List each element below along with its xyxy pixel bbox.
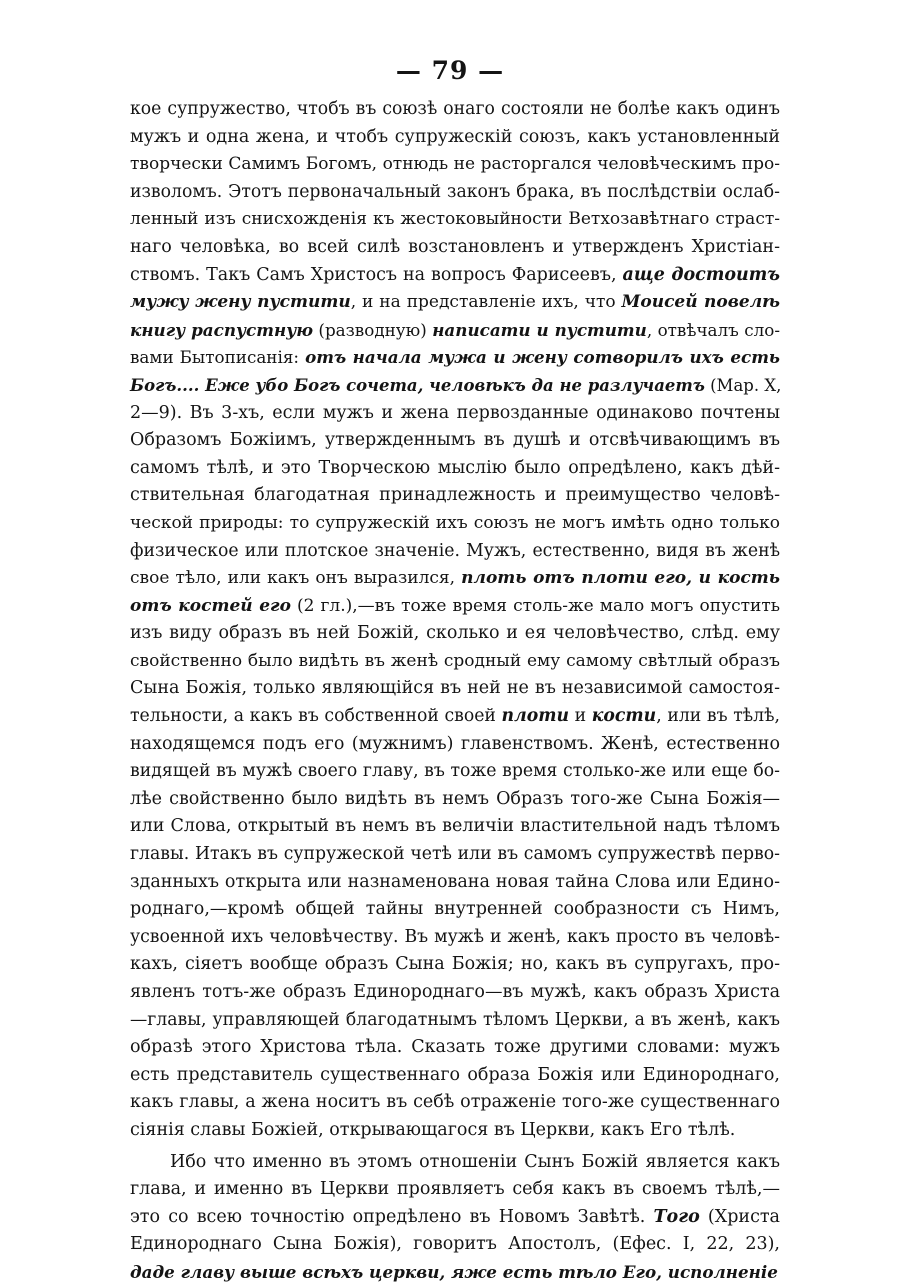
text-line xyxy=(130,896,780,924)
text-line xyxy=(130,786,780,814)
text-line xyxy=(130,703,780,731)
text-segment: усвоенной ихъ человѣчеству. Въ мужѣ и женѣ, какъ просто въ человѣ- xyxy=(130,926,780,947)
emphasized-text: кости xyxy=(591,706,657,727)
text-line xyxy=(130,924,780,952)
text-segment: (разводную) xyxy=(313,319,433,340)
text-line xyxy=(130,400,780,428)
text-segment: (Христа xyxy=(699,1206,780,1227)
text-segment: Сына Божія, только являющійся въ ней не въ независимой самостоя- xyxy=(130,678,780,699)
text-segment: , или въ тѣлѣ, xyxy=(656,706,780,727)
text-line xyxy=(130,1231,780,1259)
text-line xyxy=(130,1089,780,1117)
text-segment: (Мар. X, xyxy=(704,375,782,395)
text-segment: Образомъ Божіимъ, утвержденнымъ въ душѣ и отсвѣчивающимъ въ xyxy=(130,430,780,451)
text-line xyxy=(130,1007,780,1035)
emphasized-text: книгу распустную xyxy=(130,319,313,340)
emphasized-text: написати и пустити xyxy=(432,319,647,340)
text-segment: ствительная благодатная принадлежность и преимущество человѣ- xyxy=(130,485,780,506)
text-line xyxy=(130,317,780,345)
text-line xyxy=(130,675,780,703)
emphasized-text: даде главу выше всѣхъ церкви, яже есть тѣло Его, исполненіе xyxy=(130,1261,778,1282)
text-line xyxy=(130,455,780,483)
text-segment: физическое или плотское значеніе. Мужъ, естественно, видя въ женѣ xyxy=(130,540,780,561)
text-segment: есть представитель существеннаго образа Божія или Единороднаго, xyxy=(130,1064,780,1085)
text-segment: кое супружество, чтобъ въ союзѣ онаго состояли не болѣе какъ одинъ xyxy=(130,99,780,119)
text-line xyxy=(130,869,780,897)
paragraph xyxy=(130,1149,780,1287)
text-line xyxy=(130,1149,780,1177)
text-line xyxy=(130,124,780,152)
text-line xyxy=(130,951,780,979)
text-segment: Единороднаго Сына Божія), говоритъ Апостолъ, (Ефес. I, 22, 23), xyxy=(130,1234,780,1255)
text-line xyxy=(130,841,780,869)
text-segment: ческой природы: то супружескій ихъ союзъ не могъ имѣть одно только xyxy=(130,512,780,533)
text-body xyxy=(130,96,780,1287)
text-segment: образѣ этого Христова тѣла. Сказать тоже другими словами: мужъ xyxy=(130,1037,780,1058)
text-line xyxy=(130,179,780,207)
page-number: — 79 — xyxy=(395,56,505,85)
text-segment: вами Бытописанія: xyxy=(130,347,306,368)
text-segment: зданныхъ открыта или назнаменована новая тайна Слова или Едино- xyxy=(130,871,780,892)
text-line xyxy=(130,206,780,234)
text-line xyxy=(130,344,780,372)
emphasized-text: отъ костей его xyxy=(130,595,291,616)
text-line xyxy=(130,372,780,400)
text-line xyxy=(130,620,780,648)
text-line xyxy=(130,510,780,538)
text-line xyxy=(130,234,780,262)
text-segment: творчески Самимъ Богомъ, отнюдь не расторгался человѣческимъ про- xyxy=(130,154,780,175)
text-segment: мужъ и одна жена, и чтобъ супружескій союзъ, какъ установленный xyxy=(130,126,780,147)
text-segment: ствомъ. Такъ Самъ Христосъ на вопросъ Фарисеевъ, xyxy=(130,264,623,285)
text-segment: свое тѣло, или какъ онъ выразился, xyxy=(130,568,462,589)
text-line xyxy=(130,262,780,290)
text-segment: глава, и именно въ Церкви проявляетъ себя какъ въ своемъ тѣлѣ,— xyxy=(130,1179,780,1200)
text-line xyxy=(130,1117,780,1145)
text-line xyxy=(130,593,780,621)
text-segment: изволомъ. Этотъ первоначальный законъ брака, въ послѣдствіи ослаб- xyxy=(130,181,780,202)
text-line xyxy=(130,538,780,566)
text-segment: и xyxy=(569,706,592,727)
text-line xyxy=(130,289,780,317)
text-segment: , и на представленіе ихъ, что xyxy=(350,292,622,313)
emphasized-text: аще достоитъ xyxy=(622,264,780,285)
text-line xyxy=(130,979,780,1007)
text-line xyxy=(130,1204,780,1232)
text-segment: главы. Итакъ въ супружеской четѣ или въ самомъ супружествѣ перво- xyxy=(130,844,780,865)
text-segment: это со всею точностію опредѣлено въ Новомъ Завѣтѣ. xyxy=(130,1206,654,1227)
text-line xyxy=(130,482,780,510)
text-segment: видящей въ мужѣ своего главу, въ тоже время столько-же или еще бо- xyxy=(130,761,780,782)
text-segment: Ибо что именно въ этомъ отношеніи Сынъ Божій является какъ xyxy=(170,1151,780,1172)
text-line xyxy=(130,758,780,786)
text-line xyxy=(130,1034,780,1062)
text-segment: сіянія славы Божіей, открывающагося въ Церкви, какъ Его тѣлѣ. xyxy=(130,1119,736,1140)
text-segment: (2 гл.),—въ тоже время столь-же мало могъ опустить xyxy=(290,595,780,616)
text-line xyxy=(130,731,780,759)
text-segment: какъ главы, а жена носитъ въ себѣ отраженіе того-же существеннаго xyxy=(130,1092,780,1113)
text-line xyxy=(130,151,780,179)
text-segment: лѣе свойственно было видѣть въ немъ Образъ того-же Сына Божія— xyxy=(130,788,780,809)
text-segment: изъ виду образъ въ ней Божій, сколько и ея человѣчество, слѣд. ему xyxy=(130,623,780,644)
text-segment: находящемся подъ его (мужнимъ) главенствомъ. Женѣ, естественно xyxy=(130,733,780,754)
text-segment: тельности, а какъ въ собственной своей xyxy=(130,706,502,727)
text-line xyxy=(130,1259,780,1287)
emphasized-text: мужу жену пустити xyxy=(130,292,351,313)
paragraph xyxy=(130,96,780,1145)
text-segment: наго человѣка, во всей силѣ возстановленъ и утвержденъ Христіан- xyxy=(130,236,780,257)
text-line xyxy=(130,96,780,124)
text-segment: явленъ тотъ-же образъ Единороднаго—въ мужѣ, какъ образъ Христа xyxy=(130,982,780,1002)
text-line xyxy=(130,427,780,455)
emphasized-text: Моисей повелѣ xyxy=(621,292,780,313)
text-line xyxy=(130,648,780,676)
text-segment: или Слова, открытый въ немъ въ величіи властительной надъ тѣломъ xyxy=(130,816,780,837)
text-segment: ленный изъ снисхожденія къ жестоковыйности Ветхозавѣтнаго страст- xyxy=(130,209,780,230)
emphasized-text: плоть отъ плоти его, и кость xyxy=(461,568,780,589)
text-segment: самомъ тѣлѣ, и это Творческою мыслію было опредѣлено, какъ дѣй- xyxy=(130,457,780,478)
emphasized-text: Того xyxy=(653,1206,700,1227)
text-segment: —главы, управляющей благодатнымъ тѣломъ Церкви, а въ женѣ, какъ xyxy=(130,1009,780,1030)
text-segment: , отвѣчалъ сло- xyxy=(646,319,781,340)
text-line xyxy=(130,813,780,841)
emphasized-text: отъ начала мужа и жену сотворилъ ихъ есть xyxy=(305,347,780,368)
text-segment: роднаго,—кромѣ общей тайны внутренней сообразности съ Нимъ, xyxy=(130,899,780,920)
emphasized-text: Богъ.... Еже убо Богъ сочета, человѣкъ да не разлучаетъ xyxy=(130,375,705,395)
text-line xyxy=(130,565,780,593)
text-segment: 2—9). Въ 3-хъ, если мужъ и жена первозданные одинаково почтены xyxy=(130,402,780,423)
text-segment: кахъ, сіяетъ вообще образъ Сына Божія; но, какъ въ супругахъ, про- xyxy=(130,954,780,975)
text-line xyxy=(130,1062,780,1090)
text-segment: свойственно было видѣть въ женѣ сродный ему самому свѣтлый образъ xyxy=(130,650,780,671)
emphasized-text: плоти xyxy=(501,706,570,727)
